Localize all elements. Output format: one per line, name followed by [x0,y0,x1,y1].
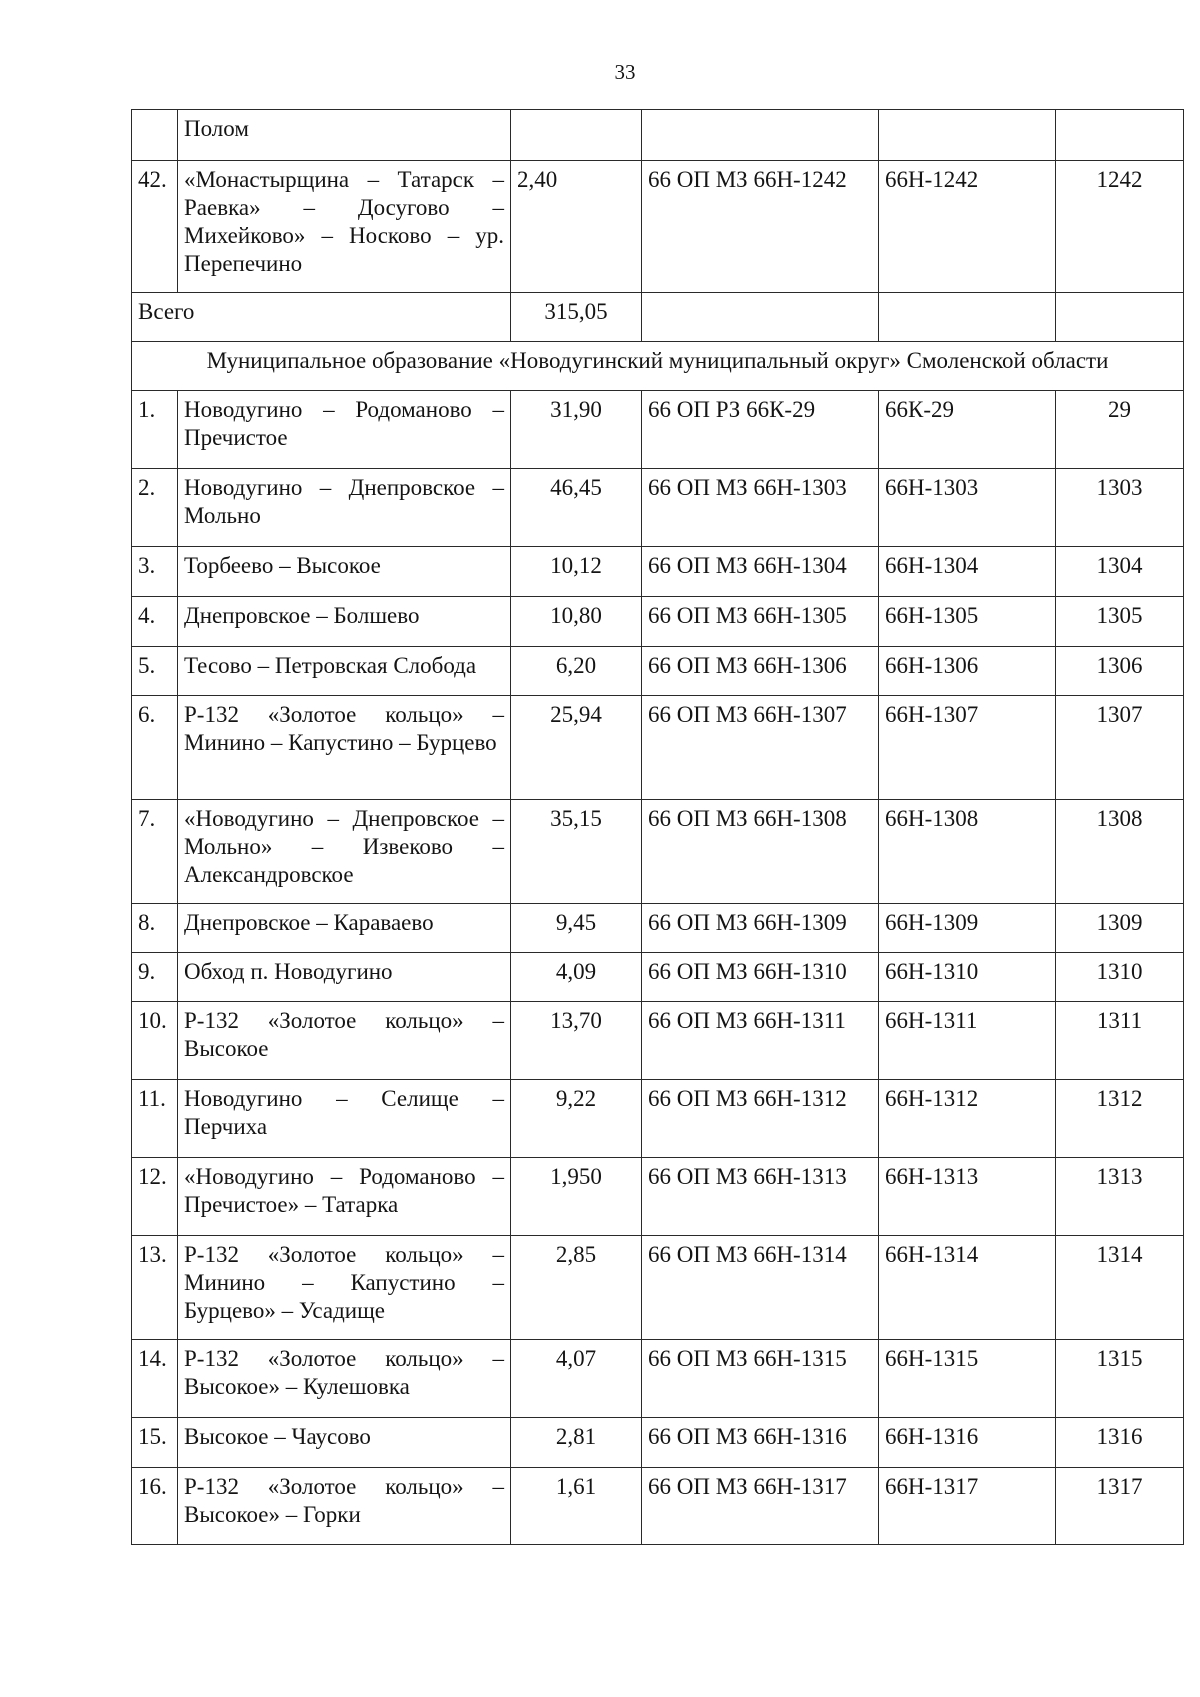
cell-road-name: Р-132 «Золотое кольцо» – Высокое» – Кулешовка [178,1340,511,1418]
cell-length: 25,94 [511,696,642,800]
cell-road-code: 66 ОП МЗ 66Н-1304 [642,547,879,597]
cell-road-name: «Новодугино – Днепровское – Мольно» – Извеково – Александровское [178,800,511,904]
cell-length: 4,07 [511,1340,642,1418]
table-row [132,1418,1184,1468]
cell-length: 1,61 [511,1468,642,1545]
table-row [132,547,1184,597]
cell-short-number: 1303 [1056,469,1184,547]
cell-number: 6. [132,696,178,800]
cell-number: 10. [132,1002,178,1080]
table-row [132,800,1184,904]
cell-number: 2. [132,469,178,547]
cell-road-code: 66 ОП МЗ 66Н-1317 [642,1468,879,1545]
cell-road-code: 66 ОП МЗ 66Н-1303 [642,469,879,547]
cell-length: 1,950 [511,1158,642,1236]
cell-short-number: 1313 [1056,1158,1184,1236]
table-row [132,953,1184,1002]
total-length: 315,05 [511,293,642,342]
cell-length: 10,12 [511,547,642,597]
cell-road-code: 66 ОП МЗ 66Н-1242 [642,161,879,293]
table-row [132,597,1184,647]
cell-road-index: 66Н-1310 [879,953,1056,1002]
cell-short-number: 1312 [1056,1080,1184,1158]
cell-road-code: 66 ОП МЗ 66Н-1307 [642,696,879,800]
cell-road-code: 66 ОП МЗ 66Н-1310 [642,953,879,1002]
cell-short-number [1056,110,1184,161]
cell-road-code: 66 ОП МЗ 66Н-1308 [642,800,879,904]
cell-length: 13,70 [511,1002,642,1080]
cell-road-name: Днепровское – Болшево [178,597,511,647]
table-row [132,1236,1184,1340]
cell-number: 9. [132,953,178,1002]
cell-road-index: 66Н-1314 [879,1236,1056,1340]
cell-short-number: 1306 [1056,647,1184,696]
cell-road-name: Днепровское – Караваево [178,904,511,953]
cell-road-index: 66Н-1312 [879,1080,1056,1158]
cell-road-name: Р-132 «Золотое кольцо» – Высокое [178,1002,511,1080]
table-row [132,1468,1184,1545]
table-row [132,1080,1184,1158]
cell-number: 4. [132,597,178,647]
table-row-section [132,342,1184,391]
cell-road-code [642,110,879,161]
road-rows [132,391,1184,1545]
cell-short-number [1056,293,1184,342]
cell-length: 31,90 [511,391,642,469]
cell-road-index: 66Н-1317 [879,1468,1056,1545]
cell-short-number: 1317 [1056,1468,1184,1545]
cell-number: 7. [132,800,178,904]
table-row [132,1002,1184,1080]
cell-number: 13. [132,1236,178,1340]
table-row-total [132,293,1184,342]
table-row [132,469,1184,547]
cell-short-number: 1305 [1056,597,1184,647]
cell-road-index: 66Н-1316 [879,1418,1056,1468]
cell-road-name: Р-132 «Золотое кольцо» – Минино – Капустино – Бурцево» – Усадище [178,1236,511,1340]
cell-road-index: 66Н-1304 [879,547,1056,597]
cell-short-number: 1309 [1056,904,1184,953]
table-row [132,904,1184,953]
cell-road-index: 66Н-1311 [879,1002,1056,1080]
cell-road-index: 66Н-1303 [879,469,1056,547]
cell-number: 11. [132,1080,178,1158]
cell-road-name: Новодугино – Селище – Перчиха [178,1080,511,1158]
cell-road-code: 66 ОП МЗ 66Н-1313 [642,1158,879,1236]
table-row [132,696,1184,800]
cell-length [511,110,642,161]
cell-short-number: 1314 [1056,1236,1184,1340]
cell-road-index: 66Н-1305 [879,597,1056,647]
cell-number: 5. [132,647,178,696]
cell-short-number: 1310 [1056,953,1184,1002]
cell-length: 2,85 [511,1236,642,1340]
cell-road-index: 66Н-1309 [879,904,1056,953]
cell-road-code: 66 ОП РЗ 66К-29 [642,391,879,469]
cell-length: 9,22 [511,1080,642,1158]
cell-road-code: 66 ОП МЗ 66Н-1312 [642,1080,879,1158]
table-row-42 [132,161,1184,293]
cell-road-name: Полом [178,110,511,161]
cell-number: 16. [132,1468,178,1545]
cell-length: 2,81 [511,1418,642,1468]
table-row-continued [132,110,1184,161]
cell-road-name: Р-132 «Золотое кольцо» – Минино – Капустино – Бурцево [178,696,511,800]
cell-road-index: 66Н-1242 [879,161,1056,293]
cell-road-code: 66 ОП МЗ 66Н-1316 [642,1418,879,1468]
table-row [132,1340,1184,1418]
roads-table [131,109,1184,1545]
total-label: Всего [132,293,511,342]
cell-road-index: 66Н-1308 [879,800,1056,904]
cell-road-index: 66Н-1315 [879,1340,1056,1418]
page-number: 33 [614,60,636,84]
cell-road-name: Новодугино – Родоманово – Пречистое [178,391,511,469]
cell-number: 3. [132,547,178,597]
table-row [132,391,1184,469]
cell-road-index: 66Н-1307 [879,696,1056,800]
cell-length: 10,80 [511,597,642,647]
cell-road-code: 66 ОП МЗ 66Н-1311 [642,1002,879,1080]
cell-short-number: 1315 [1056,1340,1184,1418]
table-row [132,647,1184,696]
cell-road-index [879,110,1056,161]
cell-short-number: 1316 [1056,1418,1184,1468]
cell-road-name: Новодугино – Днепровское – Мольно [178,469,511,547]
cell-number: 15. [132,1418,178,1468]
cell-road-index [879,293,1056,342]
cell-road-code [642,293,879,342]
cell-road-name: Торбеево – Высокое [178,547,511,597]
roads-table-body [132,110,1184,391]
cell-length: 9,45 [511,904,642,953]
cell-short-number: 1311 [1056,1002,1184,1080]
cell-short-number: 29 [1056,391,1184,469]
cell-road-index: 66Н-1313 [879,1158,1056,1236]
cell-short-number: 1308 [1056,800,1184,904]
cell-road-name: Обход п. Новодугино [178,953,511,1002]
cell-length: 4,09 [511,953,642,1002]
cell-length: 46,45 [511,469,642,547]
cell-road-name: Тесово – Петровская Слобода [178,647,511,696]
cell-road-name: Высокое – Чаусово [178,1418,511,1468]
cell-length: 6,20 [511,647,642,696]
table-row [132,1158,1184,1236]
cell-number [132,110,178,161]
cell-short-number: 1304 [1056,547,1184,597]
cell-road-name: «Монастырщина – Татарск – Раевка» – Досугово – Михейково» – Носково – ур. Перепечино [178,161,511,293]
cell-road-index: 66К-29 [879,391,1056,469]
cell-number: 8. [132,904,178,953]
cell-road-code: 66 ОП МЗ 66Н-1314 [642,1236,879,1340]
cell-road-name: «Новодугино – Родоманово – Пречистое» – Татарка [178,1158,511,1236]
cell-road-name: Р-132 «Золотое кольцо» – Высокое» – Горки [178,1468,511,1545]
cell-road-code: 66 ОП МЗ 66Н-1306 [642,647,879,696]
cell-short-number: 1242 [1056,161,1184,293]
cell-number: 12. [132,1158,178,1236]
cell-length: 35,15 [511,800,642,904]
cell-road-index: 66Н-1306 [879,647,1056,696]
cell-short-number: 1307 [1056,696,1184,800]
cell-length: 2,40 [511,161,642,293]
cell-number: 14. [132,1340,178,1418]
cell-road-code: 66 ОП МЗ 66Н-1309 [642,904,879,953]
section-title: Муниципальное образование «Новодугинский муниципальный округ» Смоленской области [132,342,1184,391]
cell-road-code: 66 ОП МЗ 66Н-1315 [642,1340,879,1418]
cell-number: 1. [132,391,178,469]
cell-road-code: 66 ОП МЗ 66Н-1305 [642,597,879,647]
cell-number: 42. [132,161,178,293]
